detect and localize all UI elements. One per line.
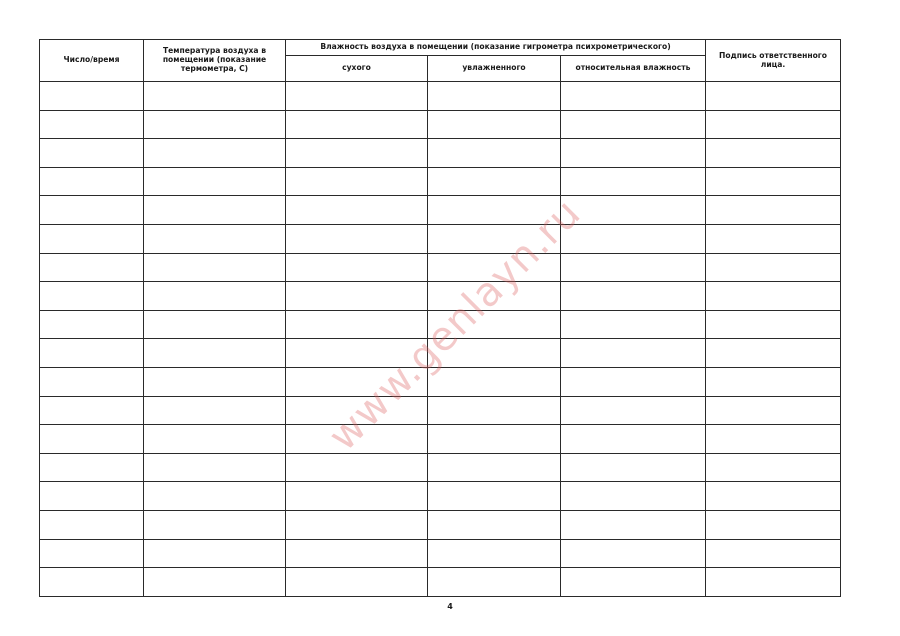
- cell-signature[interactable]: [706, 282, 841, 311]
- cell-temperature[interactable]: [144, 310, 286, 339]
- cell-signature[interactable]: [706, 167, 841, 196]
- cell-temperature[interactable]: [144, 196, 286, 225]
- cell-temperature[interactable]: [144, 82, 286, 111]
- cell-relative-humidity[interactable]: [561, 167, 706, 196]
- cell-wet[interactable]: [428, 367, 561, 396]
- cell-dry[interactable]: [286, 453, 428, 482]
- cell-relative-humidity[interactable]: [561, 110, 706, 139]
- cell-date-time[interactable]: [40, 224, 144, 253]
- table-row: [40, 282, 841, 311]
- cell-date-time[interactable]: [40, 282, 144, 311]
- cell-signature[interactable]: [706, 510, 841, 539]
- cell-wet[interactable]: [428, 339, 561, 368]
- watermark: www.genlayn.ru: [320, 190, 590, 460]
- header-humidity-group: Влажность воздуха в помещении (показание гигрометра психрометрического): [286, 40, 706, 56]
- cell-date-time[interactable]: [40, 396, 144, 425]
- cell-temperature[interactable]: [144, 110, 286, 139]
- cell-temperature[interactable]: [144, 167, 286, 196]
- cell-date-time[interactable]: [40, 510, 144, 539]
- cell-dry[interactable]: [286, 425, 428, 454]
- cell-temperature[interactable]: [144, 282, 286, 311]
- cell-temperature[interactable]: [144, 510, 286, 539]
- cell-dry[interactable]: [286, 510, 428, 539]
- header-dry: сухого: [286, 56, 428, 82]
- cell-wet[interactable]: [428, 510, 561, 539]
- table-row: [40, 453, 841, 482]
- cell-relative-humidity[interactable]: [561, 425, 706, 454]
- cell-dry[interactable]: [286, 396, 428, 425]
- table-row: [40, 139, 841, 168]
- cell-dry[interactable]: [286, 367, 428, 396]
- cell-wet[interactable]: [428, 282, 561, 311]
- cell-relative-humidity[interactable]: [561, 139, 706, 168]
- cell-dry[interactable]: [286, 482, 428, 511]
- header-signature: Подпись ответственного лица.: [706, 40, 841, 82]
- cell-signature[interactable]: [706, 539, 841, 568]
- cell-dry[interactable]: [286, 568, 428, 597]
- cell-signature[interactable]: [706, 224, 841, 253]
- cell-relative-humidity[interactable]: [561, 539, 706, 568]
- cell-temperature[interactable]: [144, 139, 286, 168]
- cell-temperature[interactable]: [144, 539, 286, 568]
- table-row: [40, 539, 841, 568]
- cell-wet[interactable]: [428, 568, 561, 597]
- cell-date-time[interactable]: [40, 139, 144, 168]
- cell-temperature[interactable]: [144, 396, 286, 425]
- table-row: [40, 367, 841, 396]
- cell-dry[interactable]: [286, 110, 428, 139]
- cell-wet[interactable]: [428, 310, 561, 339]
- header-date-time: Число/время: [40, 40, 144, 82]
- cell-relative-humidity[interactable]: [561, 367, 706, 396]
- cell-dry[interactable]: [286, 196, 428, 225]
- cell-dry[interactable]: [286, 310, 428, 339]
- cell-dry[interactable]: [286, 82, 428, 111]
- cell-date-time[interactable]: [40, 167, 144, 196]
- cell-relative-humidity[interactable]: [561, 282, 706, 311]
- cell-signature[interactable]: [706, 253, 841, 282]
- cell-dry[interactable]: [286, 339, 428, 368]
- table-row: [40, 167, 841, 196]
- table-row: [40, 110, 841, 139]
- table-row: [40, 510, 841, 539]
- cell-date-time[interactable]: [40, 310, 144, 339]
- cell-signature[interactable]: [706, 196, 841, 225]
- cell-wet[interactable]: [428, 539, 561, 568]
- table-row: [40, 482, 841, 511]
- cell-signature[interactable]: [706, 396, 841, 425]
- cell-dry[interactable]: [286, 224, 428, 253]
- cell-relative-humidity[interactable]: [561, 82, 706, 111]
- cell-date-time[interactable]: [40, 482, 144, 511]
- cell-signature[interactable]: [706, 310, 841, 339]
- header-relative-humidity: относительная влажность: [561, 56, 706, 82]
- cell-relative-humidity[interactable]: [561, 224, 706, 253]
- cell-temperature[interactable]: [144, 367, 286, 396]
- cell-wet[interactable]: [428, 82, 561, 111]
- cell-signature[interactable]: [706, 139, 841, 168]
- cell-relative-humidity[interactable]: [561, 196, 706, 225]
- cell-wet[interactable]: [428, 196, 561, 225]
- cell-date-time[interactable]: [40, 339, 144, 368]
- cell-date-time[interactable]: [40, 425, 144, 454]
- cell-signature[interactable]: [706, 110, 841, 139]
- table-row: [40, 396, 841, 425]
- cell-relative-humidity[interactable]: [561, 482, 706, 511]
- cell-wet[interactable]: [428, 482, 561, 511]
- cell-date-time[interactable]: [40, 196, 144, 225]
- cell-date-time[interactable]: [40, 367, 144, 396]
- table-row: [40, 568, 841, 597]
- cell-relative-humidity[interactable]: [561, 253, 706, 282]
- cell-wet[interactable]: [428, 396, 561, 425]
- cell-signature[interactable]: [706, 339, 841, 368]
- cell-signature[interactable]: [706, 568, 841, 597]
- table-row: [40, 224, 841, 253]
- cell-date-time[interactable]: [40, 568, 144, 597]
- cell-wet[interactable]: [428, 167, 561, 196]
- cell-dry[interactable]: [286, 539, 428, 568]
- table-body: [40, 82, 841, 597]
- header-wet: увлажненного: [428, 56, 561, 82]
- cell-signature[interactable]: [706, 82, 841, 111]
- cell-wet[interactable]: [428, 425, 561, 454]
- table-row: [40, 82, 841, 111]
- table-row: [40, 339, 841, 368]
- cell-date-time[interactable]: [40, 110, 144, 139]
- cell-relative-humidity[interactable]: [561, 568, 706, 597]
- table-row: [40, 425, 841, 454]
- table-row: [40, 253, 841, 282]
- cell-signature[interactable]: [706, 453, 841, 482]
- table-row: [40, 310, 841, 339]
- cell-dry[interactable]: [286, 253, 428, 282]
- cell-temperature[interactable]: [144, 453, 286, 482]
- cell-relative-humidity[interactable]: [561, 339, 706, 368]
- cell-temperature[interactable]: [144, 425, 286, 454]
- cell-temperature[interactable]: [144, 224, 286, 253]
- cell-date-time[interactable]: [40, 453, 144, 482]
- cell-wet[interactable]: [428, 453, 561, 482]
- cell-signature[interactable]: [706, 367, 841, 396]
- cell-signature[interactable]: [706, 482, 841, 511]
- table-row: [40, 196, 841, 225]
- cell-dry[interactable]: [286, 139, 428, 168]
- cell-dry[interactable]: [286, 282, 428, 311]
- cell-temperature[interactable]: [144, 482, 286, 511]
- cell-temperature[interactable]: [144, 339, 286, 368]
- cell-signature[interactable]: [706, 425, 841, 454]
- cell-relative-humidity[interactable]: [561, 396, 706, 425]
- cell-dry[interactable]: [286, 167, 428, 196]
- cell-relative-humidity[interactable]: [561, 510, 706, 539]
- page-number: 4: [447, 602, 453, 611]
- cell-date-time[interactable]: [40, 253, 144, 282]
- cell-wet[interactable]: [428, 224, 561, 253]
- humidity-log-table: [39, 39, 841, 597]
- cell-wet[interactable]: [428, 110, 561, 139]
- cell-relative-humidity[interactable]: [561, 453, 706, 482]
- cell-temperature[interactable]: [144, 568, 286, 597]
- cell-wet[interactable]: [428, 139, 561, 168]
- cell-date-time[interactable]: [40, 82, 144, 111]
- cell-temperature[interactable]: [144, 253, 286, 282]
- header-temperature: Температура воздуха в помещении (показание термометра, С): [144, 40, 286, 82]
- cell-date-time[interactable]: [40, 539, 144, 568]
- cell-relative-humidity[interactable]: [561, 310, 706, 339]
- cell-wet[interactable]: [428, 253, 561, 282]
